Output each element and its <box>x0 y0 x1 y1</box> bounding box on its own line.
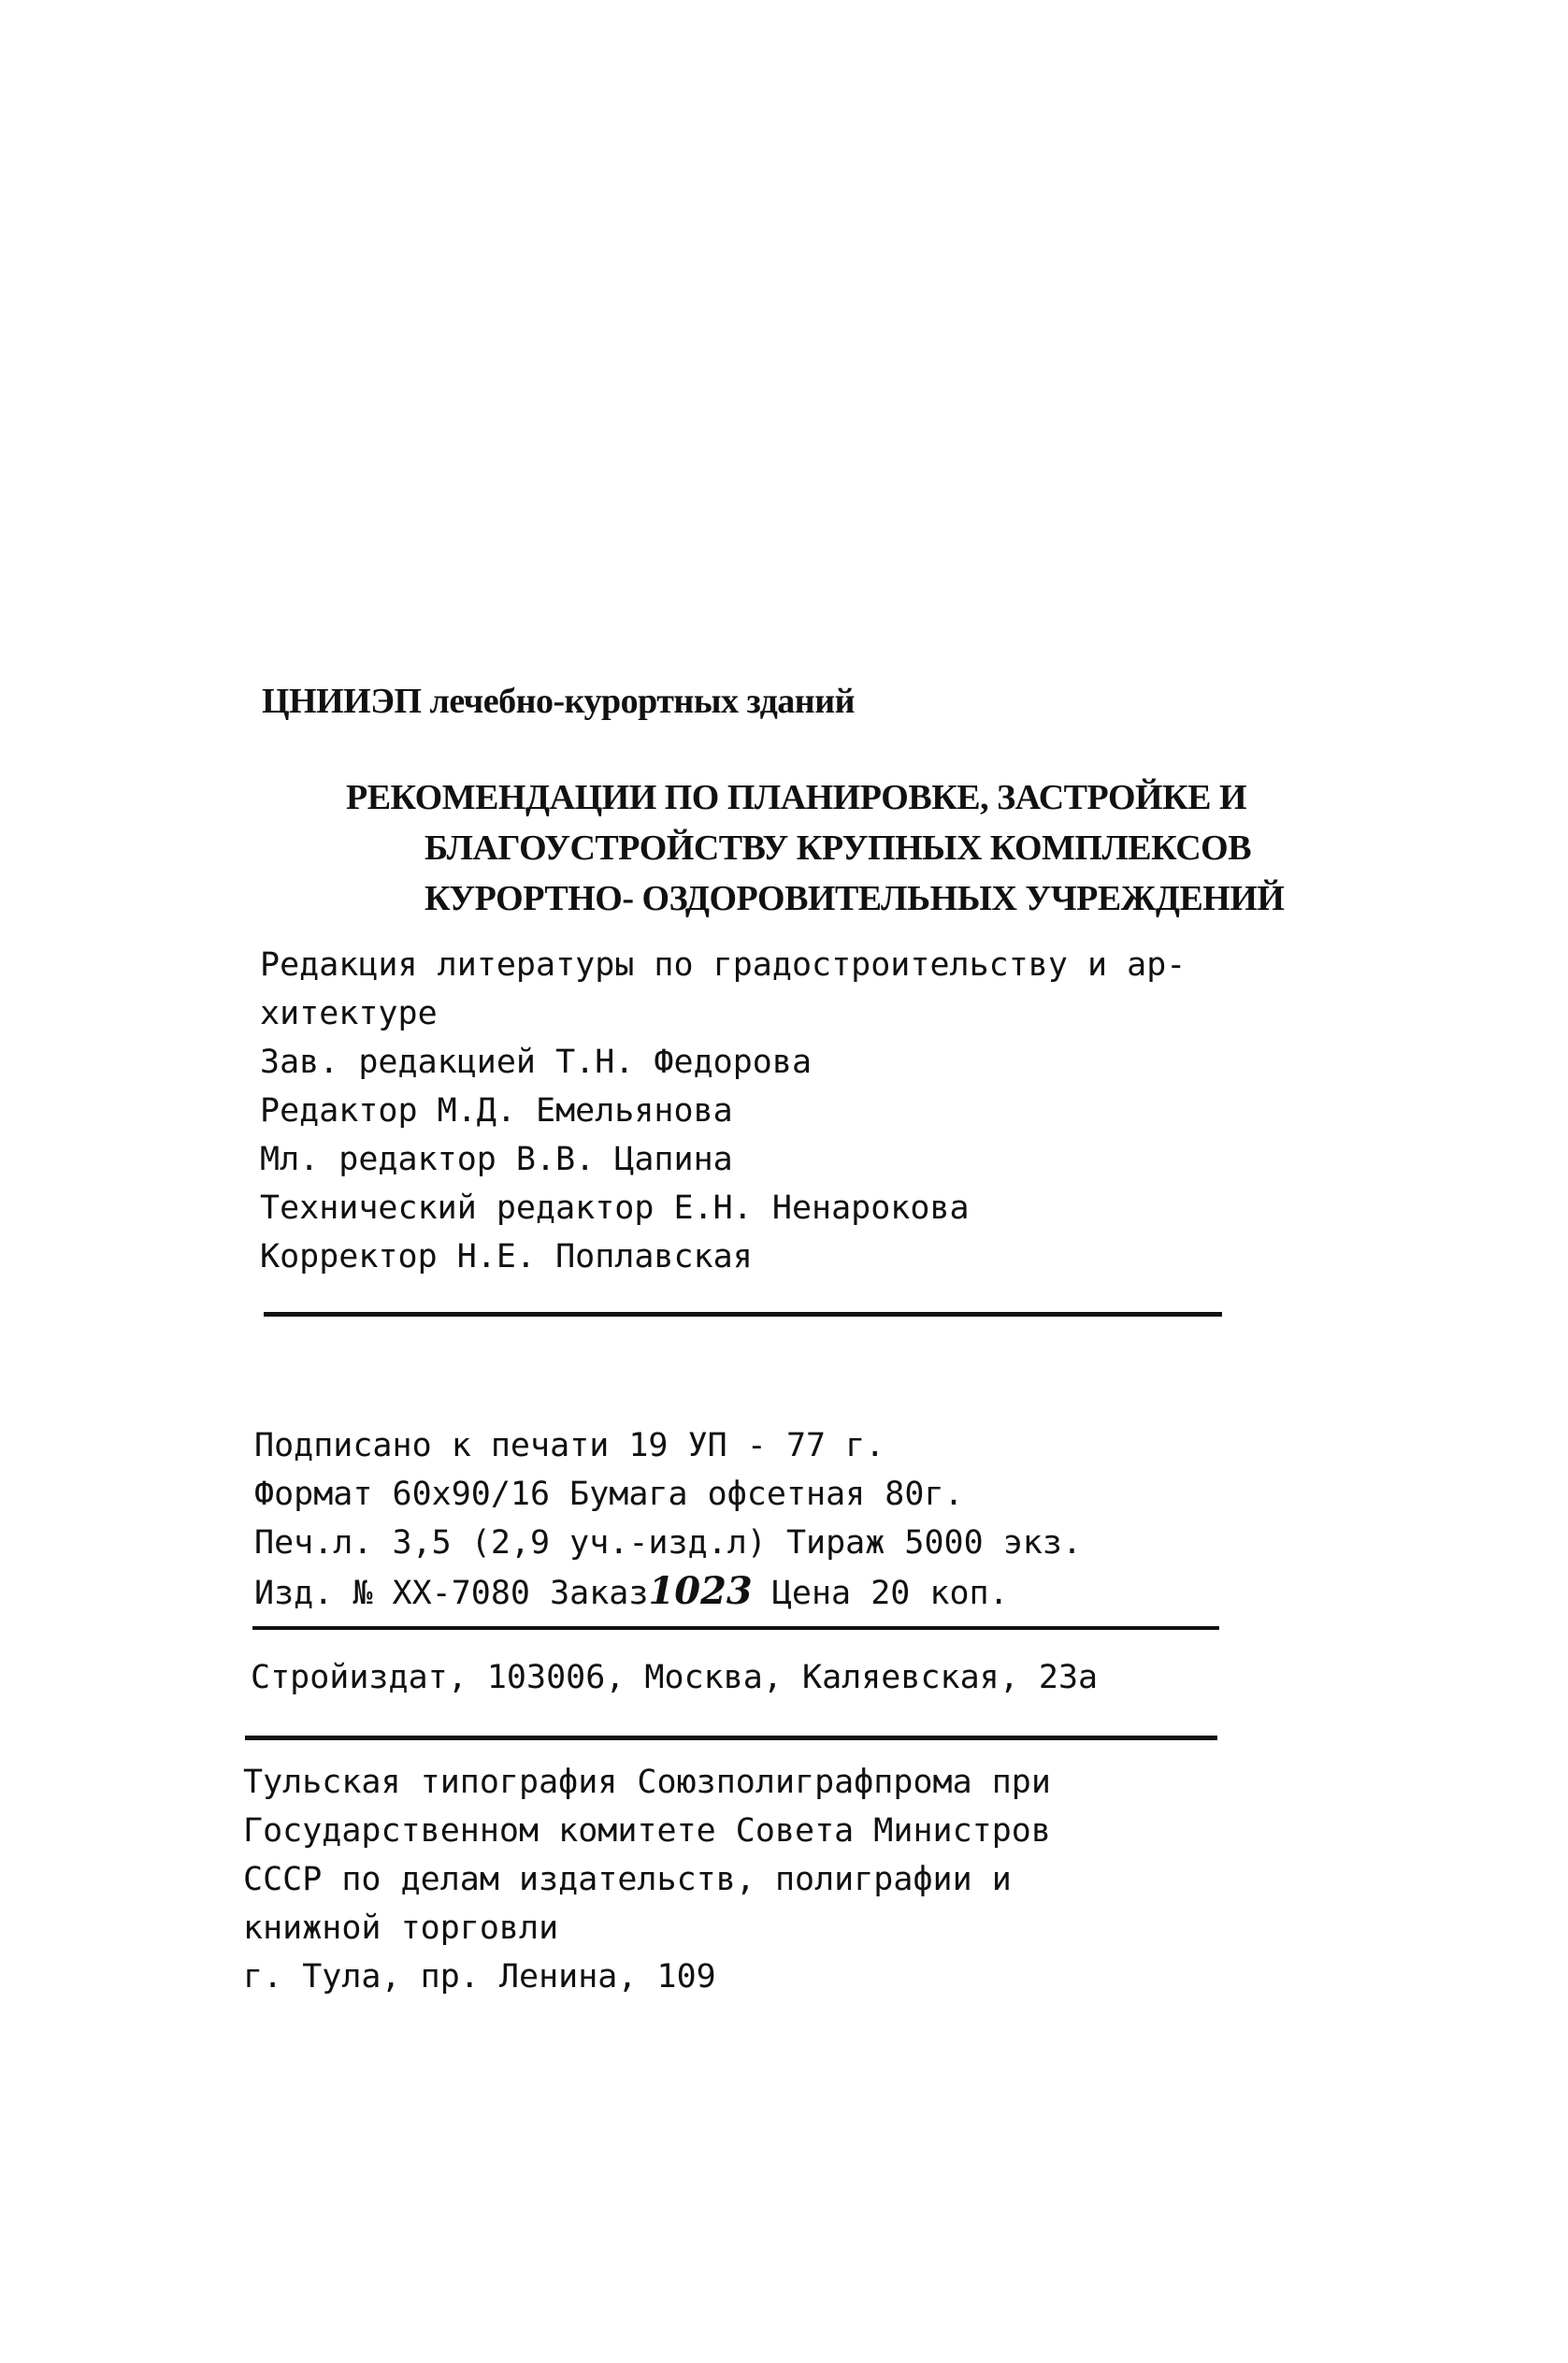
printer-line: Тульская типография Союзполиграфпрома при <box>243 1764 1051 1801</box>
printer-address: г. Тула, пр. Ленина, 109 <box>243 1958 716 1996</box>
credit-line: Редактор М.Д. Емельянова <box>260 1092 733 1130</box>
printer-line: СССР по делам издательств, полиграфии и <box>243 1861 1012 1898</box>
divider-rule <box>264 1312 1222 1317</box>
signed-to-print: Подписано к печати 19 УП - 77 г. <box>254 1427 885 1464</box>
order-number: 1023 <box>648 1569 753 1613</box>
title-line: БЛАГОУСТРОЙСТВУ КРУПНЫХ КОМПЛЕКСОВ <box>424 828 1252 868</box>
printer-line: Государственном комитете Совета Министров <box>243 1812 1051 1850</box>
printer-info <box>243 1758 1051 2001</box>
divider-rule <box>245 1736 1217 1740</box>
edition-number: Изд. № ХХ-7080 Заказ <box>254 1575 649 1612</box>
document-title <box>346 772 1300 924</box>
publisher-address: Стройиздат, 103006, Москва, Каляевская, 23а <box>251 1659 1099 1696</box>
credit-line: Технический редактор Е.Н. Ненарокова <box>260 1189 970 1227</box>
credit-line: Редакция литературы по градостроительству и ар- <box>260 946 1187 984</box>
printer-line: книжной торговли <box>243 1909 559 1947</box>
edition-order-price <box>254 1567 1082 1618</box>
credit-line: Корректор Н.Е. Поплавская <box>260 1238 753 1275</box>
credit-line: хитектуре <box>260 995 438 1032</box>
credit-line: Зав. редакцией Т.Н. Федорова <box>260 1044 813 1081</box>
credit-line: Мл. редактор В.В. Цапина <box>260 1141 733 1178</box>
format-paper: Формат 60х90/16 Бумага офсетная 80г. <box>254 1476 964 1513</box>
title-line: РЕКОМЕНДАЦИИ ПО ПЛАНИРОВКЕ, ЗАСТРОЙКЕ И <box>346 778 1247 817</box>
print-imprint <box>254 1421 1082 1618</box>
price: Цена 20 коп. <box>752 1575 1009 1612</box>
sheets-circulation: Печ.л. 3,5 (2,9 уч.-изд.л) Тираж 5000 экз. <box>254 1524 1083 1562</box>
institution-name: ЦНИИЭП лечебно-курортных зданий <box>262 682 855 721</box>
divider-rule <box>252 1626 1219 1630</box>
title-line: КУРОРТНО- ОЗДОРОВИТЕЛЬНЫХ УЧРЕЖДЕНИЙ <box>424 879 1285 918</box>
editorial-credits <box>260 941 1186 1281</box>
